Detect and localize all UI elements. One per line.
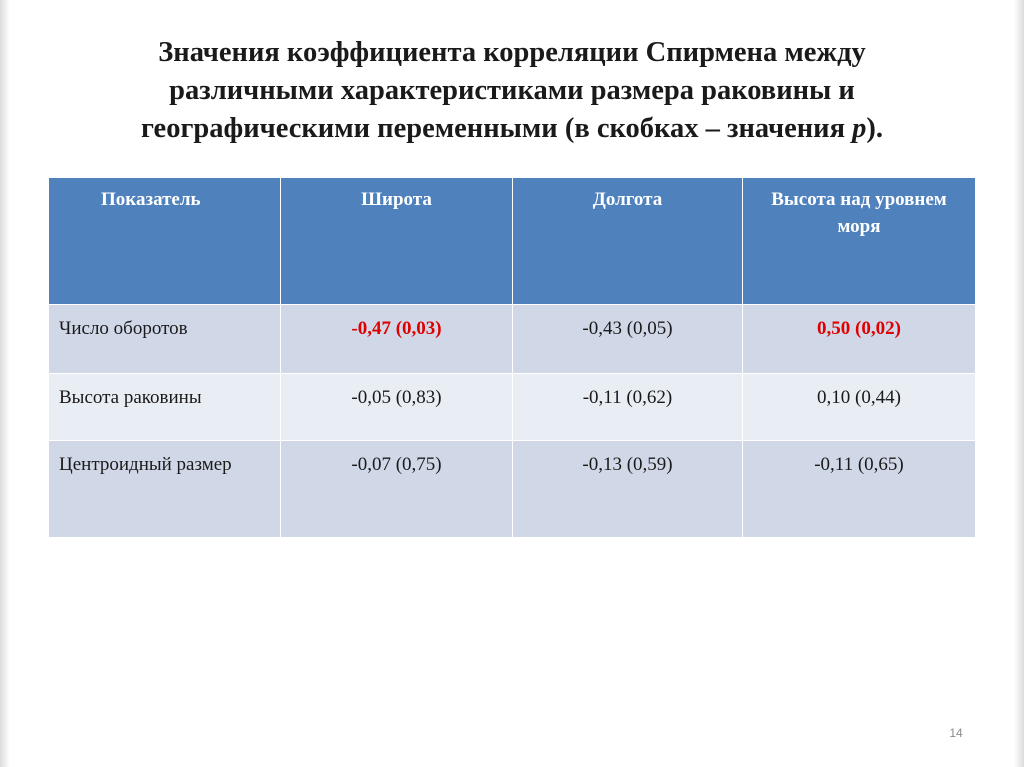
table-cell-highlighted: 0,50 (0,02) bbox=[743, 305, 976, 374]
title-p-variable: p bbox=[852, 113, 867, 144]
header-indicator: Показатель bbox=[49, 178, 281, 305]
title-line-1: Значения коэффициента корреляции Спирмена между bbox=[158, 37, 866, 68]
title-line-2: различными характеристиками размера раковины и bbox=[169, 75, 855, 106]
slide-title bbox=[40, 34, 984, 148]
right-edge-shadow bbox=[1014, 0, 1024, 767]
row-label: Центроидный размер bbox=[49, 441, 281, 538]
header-altitude: Высота над уровнем моря bbox=[743, 178, 976, 305]
left-edge-shadow bbox=[0, 0, 10, 767]
table-row bbox=[49, 305, 976, 374]
table-row bbox=[49, 374, 976, 441]
table-cell: -0,05 (0,83) bbox=[281, 374, 513, 441]
table-cell: -0,13 (0,59) bbox=[513, 441, 743, 538]
title-line-3-suffix: ). bbox=[866, 113, 883, 144]
table-header-row bbox=[49, 178, 976, 305]
row-label: Высота раковины bbox=[49, 374, 281, 441]
table-row bbox=[49, 441, 976, 538]
table-cell-highlighted: -0,47 (0,03) bbox=[281, 305, 513, 374]
table-cell: -0,11 (0,65) bbox=[743, 441, 976, 538]
correlation-table bbox=[48, 177, 976, 538]
slide-number: 14 bbox=[949, 726, 963, 740]
header-latitude: Широта bbox=[281, 178, 513, 305]
table-cell: -0,07 (0,75) bbox=[281, 441, 513, 538]
row-label: Число оборотов bbox=[49, 305, 281, 374]
header-longitude: Долгота bbox=[513, 178, 743, 305]
table-cell: -0,43 (0,05) bbox=[513, 305, 743, 374]
table-cell: 0,10 (0,44) bbox=[743, 374, 976, 441]
table-cell: -0,11 (0,62) bbox=[513, 374, 743, 441]
title-line-3 bbox=[40, 110, 984, 148]
title-line-3-prefix: географическими переменными (в скобках – значения bbox=[140, 113, 853, 144]
